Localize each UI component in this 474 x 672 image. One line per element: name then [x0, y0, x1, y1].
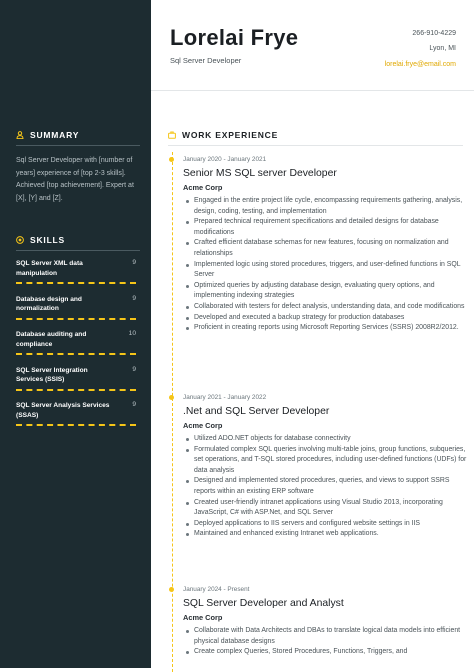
skill-name: SQL Server Integration Services (SSIS) — [16, 366, 88, 383]
summary-text: Sql Server Developer with [number of years] experience of [top 2-3 skills]. Achieved [top achievement]. Expert at [X], [Y] and [Z]. — [16, 157, 134, 202]
skill-name: Database design and normalization — [16, 295, 82, 312]
header-divider — [151, 90, 474, 91]
experience-title: WORK EXPERIENCE — [182, 130, 279, 140]
job-bullet: Engaged in the entire project life cycle, encompassing requirements gathering, analysis, design, coding, testing, and implementation — [183, 196, 468, 217]
contact-phone: 266-910-4229 — [412, 30, 456, 37]
skill-bar — [16, 424, 136, 426]
job-bullet: Implemented logic using stored procedures, triggers, and user-defined functions in SQL Server — [183, 260, 468, 281]
skills-heading — [16, 235, 65, 245]
job-bullet: Utilized ADO.NET objects for database connectivity — [183, 434, 468, 445]
skill-item — [16, 330, 136, 366]
job-bullet: Optimized queries by adjusting database design, evaluating query options, and implementing indexing strategies — [183, 281, 468, 302]
skill-name: SQL Server XML data manipulation — [16, 260, 83, 277]
skill-bar — [16, 389, 136, 391]
job-bullets — [183, 626, 468, 658]
skill-bar — [16, 353, 136, 355]
target-icon — [16, 236, 24, 244]
skill-level: 9 — [132, 259, 136, 266]
job-bullet: Prepared technical requirement specifications and detailed designs for database modifications — [183, 217, 468, 238]
job-bullet: Designed and implemented stored procedures, queries, and views to support SSRS reports within an existing ERP software — [183, 476, 468, 497]
timeline-dot — [169, 395, 174, 400]
job-title: Senior MS SQL server Developer — [183, 168, 337, 179]
contact-location: Lyon, MI — [429, 45, 456, 52]
candidate-name: Lorelai Frye — [170, 25, 299, 50]
experience-divider — [168, 145, 463, 146]
job-bullet: Create complex Queries, Stored Procedures, Functions, Triggers, and — [183, 647, 468, 658]
job-bullet: Developed and executed a backup strategy for production databases — [183, 313, 468, 324]
skill-item — [16, 366, 136, 402]
job-date: January 2024 - Present — [183, 586, 250, 593]
skill-level: 10 — [128, 330, 136, 337]
candidate-role: Sql Server Developer — [170, 56, 242, 65]
job-bullet: Collaborate with Data Architects and DBAs to translate logical data models into efficient physical database designs — [183, 626, 468, 647]
skill-name: SQL Server Analysis Services (SSAS) — [16, 402, 110, 419]
job-entry — [183, 155, 468, 334]
contact-email[interactable]: lorelai.frye@email.com — [384, 61, 456, 68]
summary-heading — [16, 130, 79, 140]
job-company: Acme Corp — [183, 613, 223, 622]
job-bullet: Maintained and enhanced existing Intranet web applications. — [183, 529, 468, 540]
skill-level: 9 — [132, 294, 136, 302]
job-company: Acme Corp — [183, 421, 223, 430]
job-title: .Net and SQL Server Developer — [183, 406, 330, 417]
skill-level: 9 — [132, 401, 136, 408]
skill-level: 9 — [132, 365, 136, 373]
job-company: Acme Corp — [183, 183, 223, 192]
job-title: SQL Server Developer and Analyst — [183, 598, 344, 609]
summary-divider — [16, 145, 140, 146]
job-bullet: Created user-friendly intranet applications using Visual Studio 2013, incorporating JavaScript, C# with ASP.Net, and SQL Server — [183, 498, 468, 519]
job-bullet: Formulated complex SQL queries involving multi-table joins, group functions, subqueries, set operations, and T-SQL stored procedures, including user-defined functions (UDFs) for data analysis — [183, 445, 468, 477]
timeline-dot — [169, 587, 174, 592]
job-date: January 2021 - January 2022 — [183, 394, 267, 401]
timeline-dot — [169, 157, 174, 162]
job-bullet: Proficient in creating reports using Microsoft Reporting Services (SSRS) 2008R2/2012. — [183, 323, 468, 334]
main-content — [151, 0, 474, 668]
person-icon — [16, 131, 24, 139]
timeline-line — [172, 152, 173, 672]
job-entry — [183, 585, 468, 658]
skill-bar — [16, 318, 136, 320]
job-bullet: Collaborated with testers for defect analysis, understanding data, and code modifications — [183, 302, 468, 313]
skill-item — [16, 259, 136, 295]
summary-title: SUMMARY — [30, 130, 80, 140]
skill-item — [16, 401, 136, 437]
job-bullets — [183, 434, 468, 540]
job-bullet: Deployed applications to IIS servers and configured website settings in IIS — [183, 519, 468, 530]
skill-item — [16, 295, 136, 331]
skills-list — [16, 259, 136, 437]
job-entry — [183, 393, 468, 540]
sidebar — [0, 0, 151, 668]
job-bullet: Crafted efficient database schemas for new features, focusing on normalization and relationships — [183, 238, 468, 259]
job-date: January 2020 - January 2021 — [183, 156, 267, 163]
skill-name: Database auditing and compliance — [16, 331, 87, 348]
job-bullets — [183, 196, 468, 334]
experience-heading — [168, 130, 278, 140]
skills-divider — [16, 250, 140, 251]
skill-bar — [16, 282, 136, 284]
briefcase-icon — [168, 131, 176, 139]
skills-title: SKILLS — [30, 235, 66, 245]
